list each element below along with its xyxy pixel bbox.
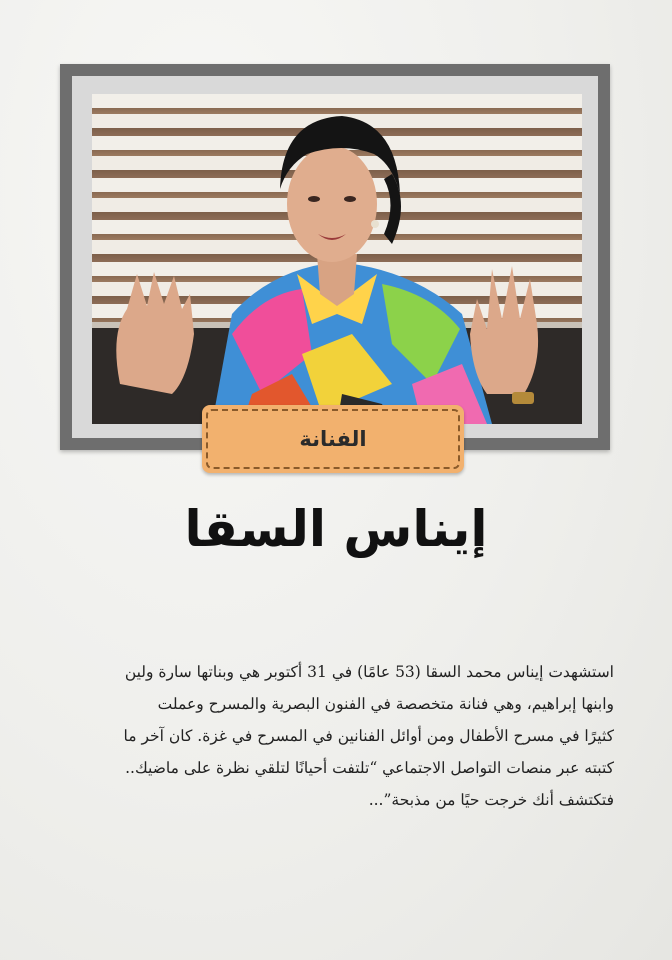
- bio-line: استشهدت إيناس محمد السقا (53 عامًا) في 31 أكتوبر هي وبناتها سارة ولين: [124, 663, 614, 681]
- badge-dashed-border: [206, 409, 460, 469]
- photo-frame: [60, 64, 610, 450]
- bio-line: وابنها إبراهيم، وهي فنانة متخصصة في الفنون البصرية والمسرح وعملت: [157, 695, 614, 713]
- bio-line: كتبته عبر منصات التواصل الاجتماعي “تلتفت أحيانًا لتلقي نظرة على ماضيك..: [125, 759, 614, 777]
- artist-name: إيناس السقا: [184, 500, 488, 558]
- portrait-photo: [92, 94, 582, 424]
- biography-text: [56, 656, 614, 816]
- bio-line: كثيرًا في مسرح الأطفال ومن أوائل الفنانين في المسرح في غزة. كان آخر ما: [123, 727, 614, 745]
- badge-label: الفنانة: [299, 427, 367, 451]
- bio-line: فتكتشف أنك خرجت حيًا من مذبحة”...: [368, 791, 614, 809]
- photo-mat: [72, 76, 598, 438]
- title-badge: [202, 405, 464, 473]
- portrait-illustration: [92, 94, 582, 424]
